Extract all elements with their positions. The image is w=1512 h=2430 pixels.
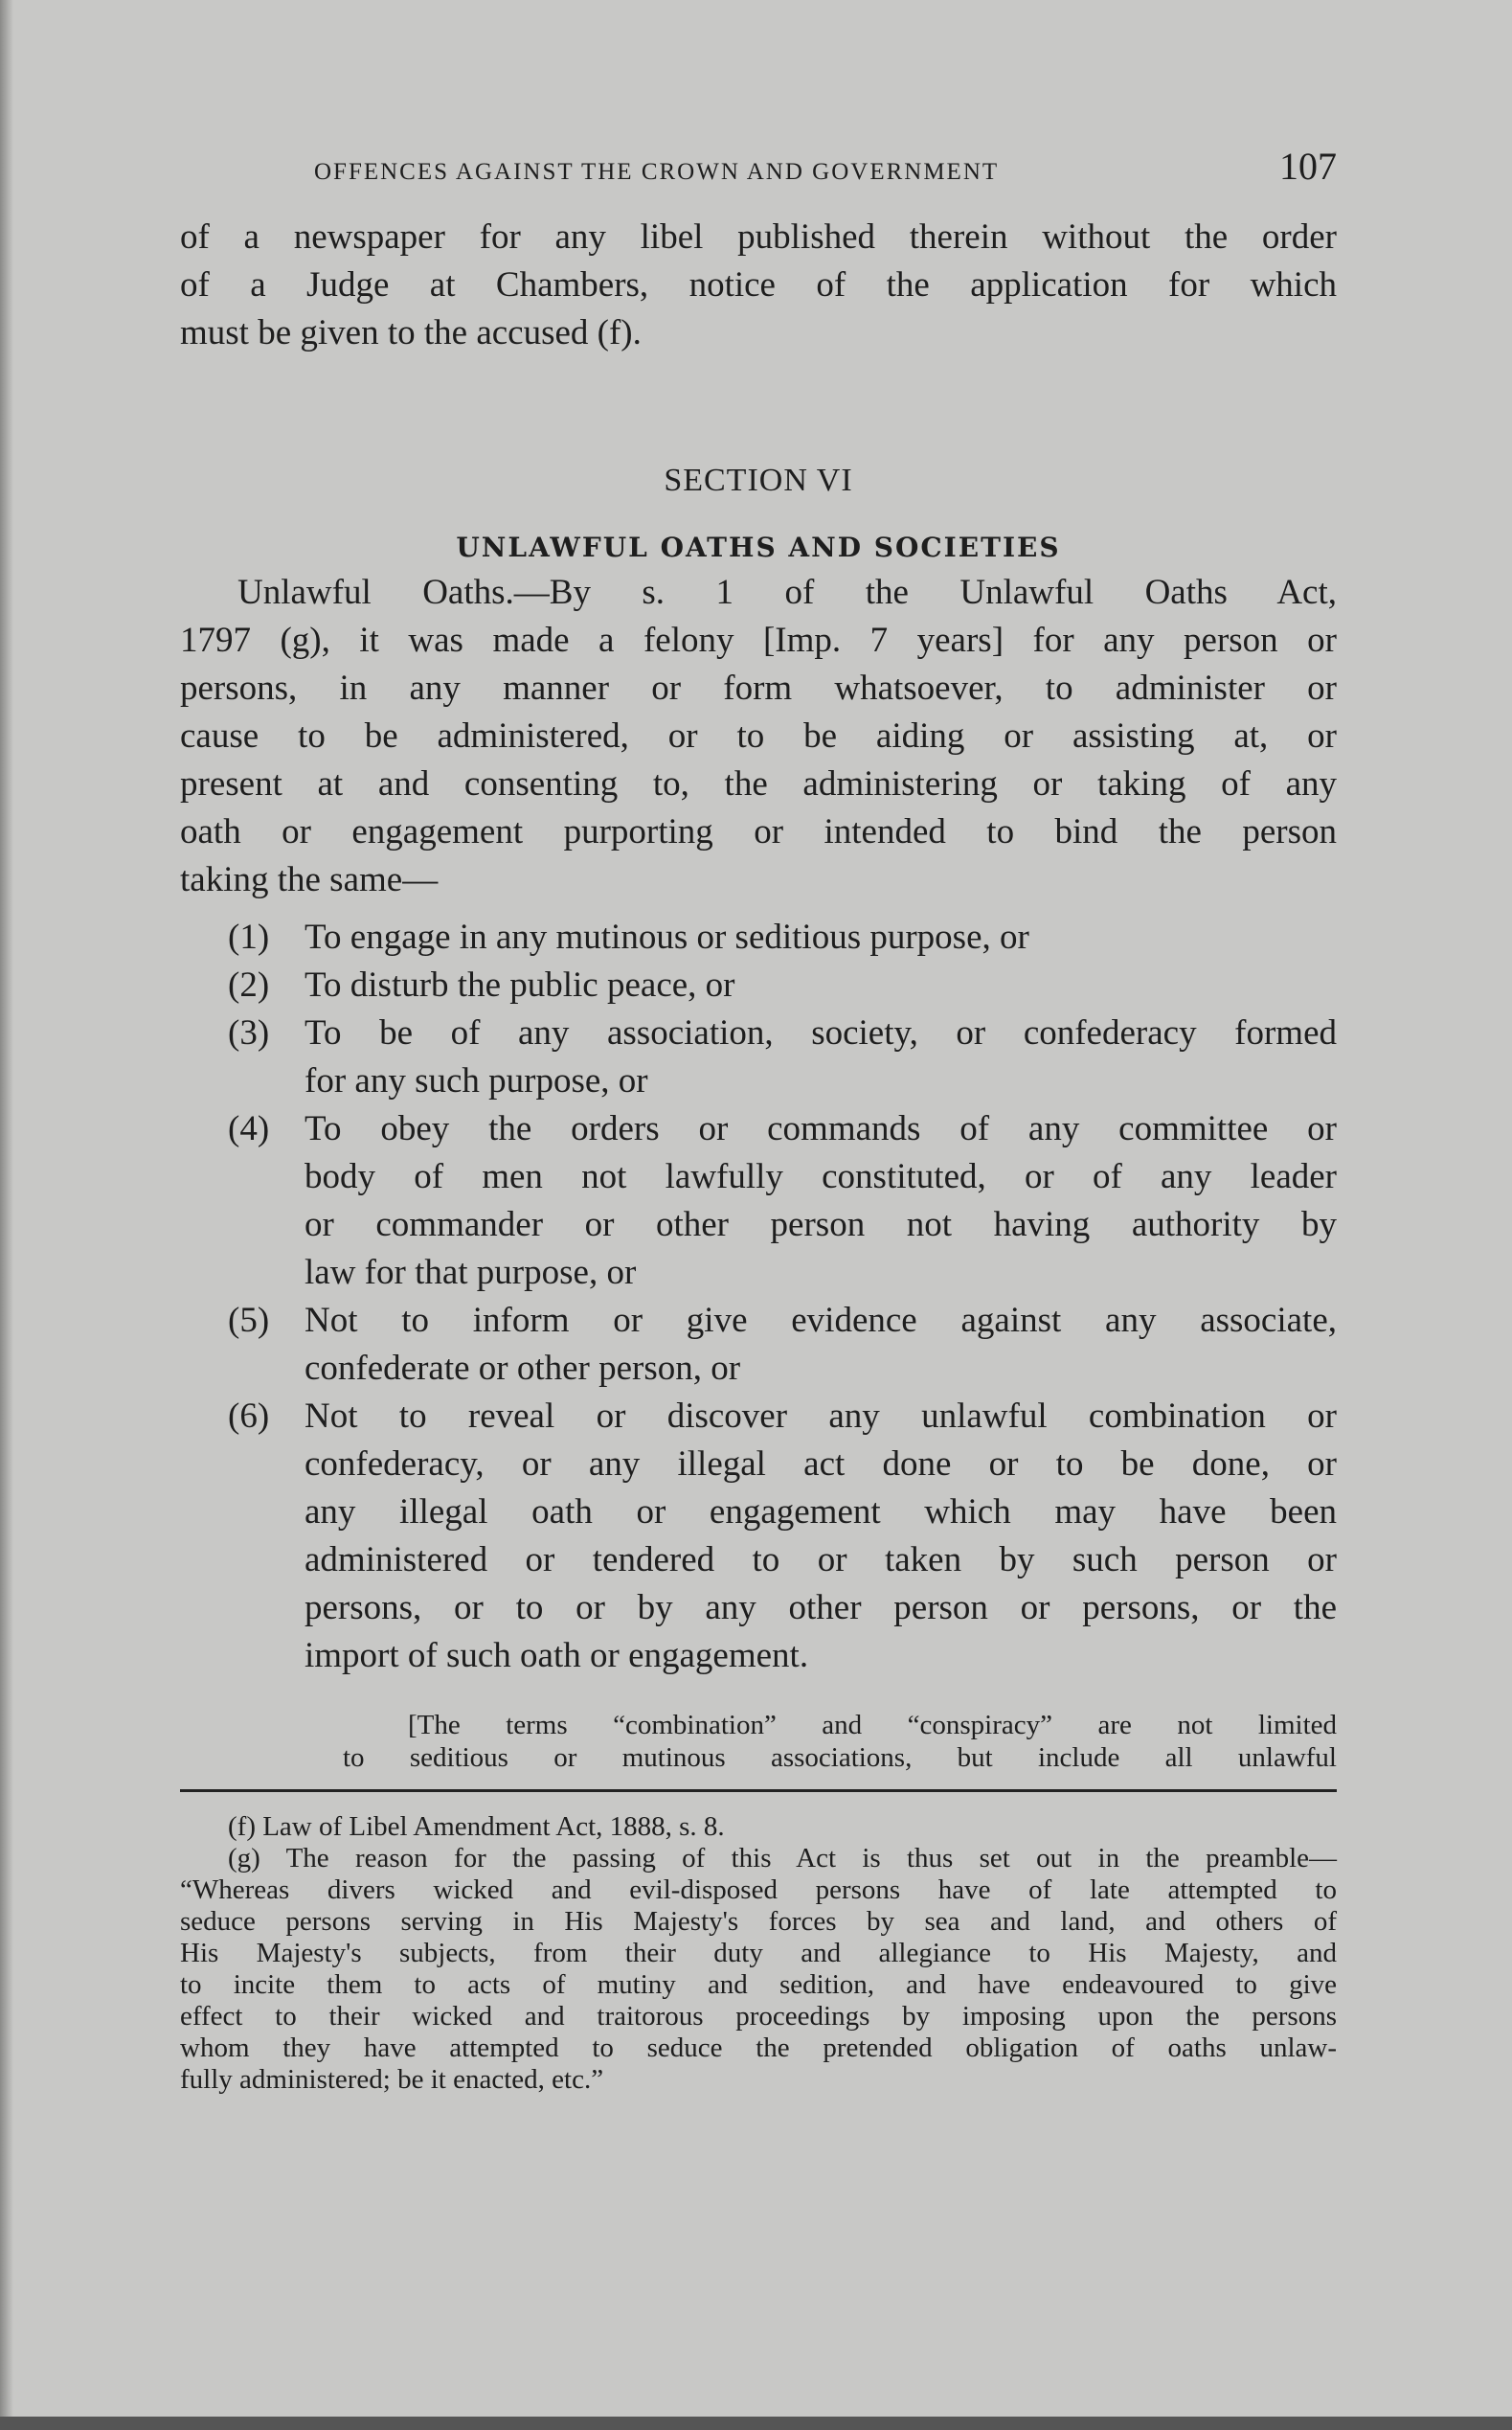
list-item bbox=[180, 1297, 1337, 1393]
list-item-text bbox=[305, 1105, 1337, 1297]
list-item-text bbox=[305, 1010, 1337, 1105]
running-title: OFFENCES AGAINST THE CROWN AND GOVERNMENT bbox=[314, 159, 1000, 185]
body-paragraph bbox=[180, 569, 1337, 904]
text-line: of a newspaper for any libel published therein without the order bbox=[180, 217, 1337, 257]
text-line: any illegal oath or engagement which may have been bbox=[305, 1492, 1337, 1532]
text-line: persons, or to or by any other person or persons, or the bbox=[305, 1588, 1337, 1627]
text-line: administered or tendered to or taken by such person or bbox=[305, 1540, 1337, 1579]
enumerated-list bbox=[180, 914, 1337, 1680]
footnote-line: whom they have attempted to seduce the pretended obligation of oaths unlaw- bbox=[180, 2033, 1337, 2063]
intro-paragraph bbox=[180, 214, 1337, 357]
list-item-number: (1) bbox=[228, 918, 270, 957]
text-line: Not to reveal or discover any unlawful combination or bbox=[305, 1397, 1337, 1436]
footnote-line: “Whereas divers wicked and evil-disposed persons have of late attempted to bbox=[180, 1874, 1337, 1905]
text-line: Not to inform or give evidence against any associate, bbox=[305, 1301, 1337, 1340]
list-item-number: (3) bbox=[228, 1013, 270, 1053]
page-bottom-edge bbox=[0, 2417, 1512, 2430]
text-line: Unlawful Oaths.—By s. 1 of the Unlawful Oaths Act, bbox=[237, 573, 1337, 612]
book-page bbox=[180, 144, 1337, 2096]
list-item bbox=[180, 1393, 1337, 1680]
text-line: present at and consenting to, the administering or taking of any bbox=[180, 764, 1337, 804]
text-line: cause to be administered, or to be aiding or assisting at, or bbox=[180, 716, 1337, 756]
text-line: or commander or other person not having authority by bbox=[305, 1205, 1337, 1244]
text-line: confederate or other person, or bbox=[305, 1349, 741, 1388]
text-line: confederacy, or any illegal act done or to be done, or bbox=[305, 1444, 1337, 1484]
page-number: 107 bbox=[1279, 145, 1337, 188]
list-item-number: (4) bbox=[228, 1109, 270, 1148]
text-line: import of such oath or engagement. bbox=[305, 1636, 809, 1675]
list-item-number: (2) bbox=[228, 965, 270, 1005]
footnote: (f) Law of Libel Amendment Act, 1888, s. 8. bbox=[228, 1811, 725, 1842]
footnote-line: effect to their wicked and traitorous proceedings by imposing upon the persons bbox=[180, 2001, 1337, 2032]
list-item-text bbox=[305, 962, 1337, 1010]
list-item bbox=[180, 1010, 1337, 1105]
list-item bbox=[180, 962, 1337, 1010]
text-line: law for that purpose, or bbox=[305, 1253, 637, 1292]
footnote: (g) The reason for the passing of this Act is thus set out in the preamble— bbox=[228, 1843, 1337, 1874]
footnote-line: His Majesty's subjects, from their duty and allegiance to His Majesty, and bbox=[180, 1938, 1337, 1968]
list-item-text bbox=[305, 1393, 1337, 1680]
text-line: for any such purpose, or bbox=[305, 1061, 648, 1101]
page-edge-shadow bbox=[0, 0, 13, 2430]
list-item bbox=[180, 914, 1337, 962]
note-line: to seditious or mutinous associations, but include all unlawful bbox=[343, 1742, 1337, 1773]
text-line: oath or engagement purporting or intended to bind the person bbox=[180, 812, 1337, 852]
footnotes bbox=[180, 1811, 1337, 2096]
list-item-number: (5) bbox=[228, 1301, 270, 1340]
note-line: [The terms “combination” and “conspiracy” are not limited bbox=[408, 1710, 1337, 1740]
text-line: of a Judge at Chambers, notice of the application for which bbox=[180, 265, 1337, 305]
text-line: 1797 (g), it was made a felony [Imp. 7 years] for any person or bbox=[180, 621, 1337, 660]
list-item-text bbox=[305, 1297, 1337, 1393]
footnote-line: fully administered; be it enacted, etc.” bbox=[180, 2064, 604, 2095]
page-header bbox=[180, 144, 1337, 189]
text-line: To be of any association, society, or confederacy formed bbox=[305, 1013, 1337, 1053]
text-line: To disturb the public peace, or bbox=[305, 965, 735, 1005]
section-title: SECTION VI bbox=[664, 463, 853, 498]
text-line: must be given to the accused (f). bbox=[180, 313, 642, 352]
list-item bbox=[180, 1105, 1337, 1297]
section-subtitle: UNLAWFUL OATHS AND SOCIETIES bbox=[456, 532, 1061, 563]
text-line: persons, in any manner or form whatsoever, to administer or bbox=[180, 669, 1337, 708]
list-item-number: (6) bbox=[228, 1397, 270, 1436]
list-item-text bbox=[305, 914, 1337, 962]
footnote-divider bbox=[180, 1789, 1337, 1792]
text-line: To engage in any mutinous or seditious purpose, or bbox=[305, 918, 1029, 957]
footnote-line: seduce persons serving in His Majesty's forces by sea and land, and others of bbox=[180, 1906, 1337, 1937]
footnote-line: to incite them to acts of mutiny and sedition, and have endeavoured to give bbox=[180, 1969, 1337, 2000]
bracket-note bbox=[180, 1709, 1337, 1774]
text-line: body of men not lawfully constituted, or of any leader bbox=[305, 1157, 1337, 1196]
text-line: taking the same— bbox=[180, 860, 439, 899]
text-line: To obey the orders or commands of any committee or bbox=[305, 1109, 1337, 1148]
